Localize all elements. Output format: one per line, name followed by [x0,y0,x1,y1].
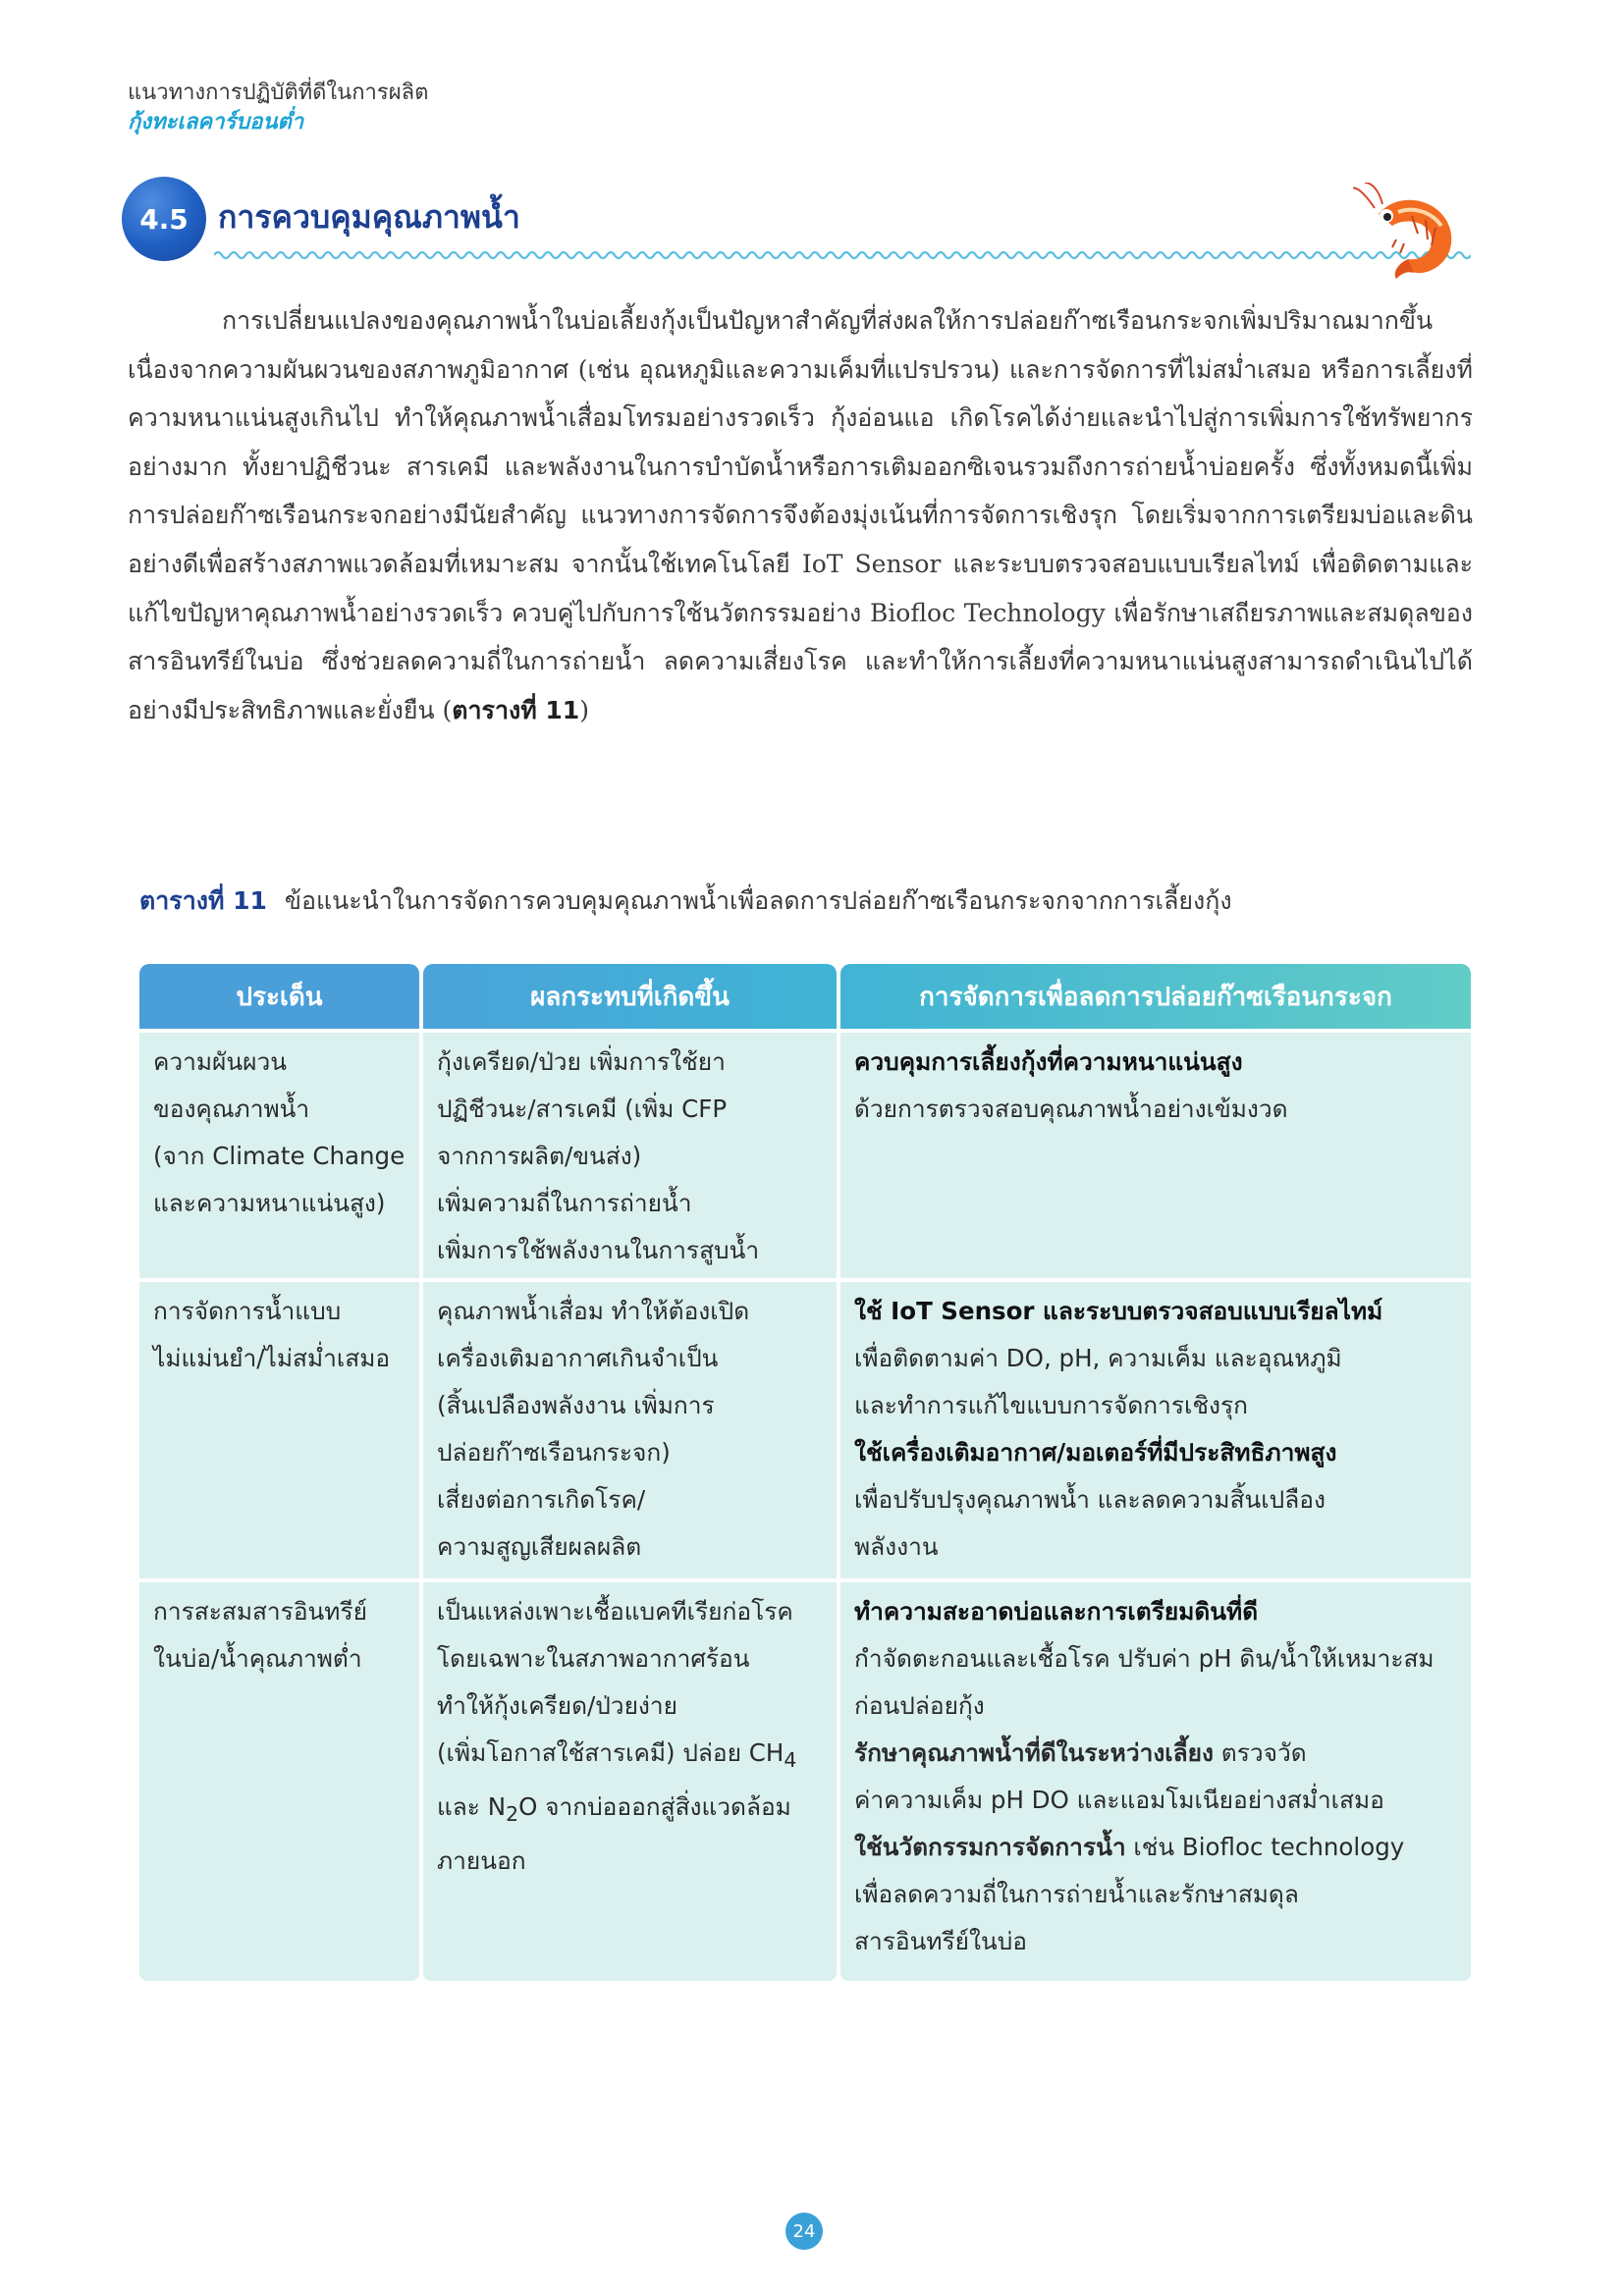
table-header-impact: ผลกระทบที่เกิดขึ้น [423,964,837,1029]
cell-line: ความสูญเสียผลผลิต [437,1532,642,1561]
cell-line [437,1730,823,1784]
section-title: การควบคุมคุณภาพน้ำ [218,198,520,236]
cell-line [854,1824,1457,1871]
section-number-badge: 4.5 [122,177,206,261]
cell-line [854,1730,1457,1777]
cell-line: สารอินทรีย์ในบ่อ [854,1927,1027,1955]
issue-cell [139,1582,419,1973]
cell-line-heading: ใช้เครื่องเติมอากาศ/มอเตอร์ที่มีประสิทธิภาพสูง [854,1438,1337,1467]
impact-cell [423,1282,837,1578]
management-cell [840,1282,1471,1578]
cell-line-heading: ควบคุมการเลี้ยงกุ้งที่ความหนาแน่นสูง [854,1047,1243,1076]
cell-line: จากการผลิต/ขนส่ง) [437,1142,642,1170]
cell-line: โดยเฉพาะในสภาพอากาศร้อน [437,1644,750,1673]
impact-cell [423,1033,837,1278]
cell-line [437,1784,823,1838]
table-row [139,1282,1471,1578]
cell-line: กุ้งเครียด/ป่วย เพิ่มการใช้ยา [437,1047,726,1076]
cell-line: ของคุณภาพน้ำ [153,1095,310,1123]
cell-line: คุณภาพน้ำเสื่อม ทำให้ต้องเปิด [437,1297,750,1325]
table-bottom-cap [840,1973,1471,1981]
cell-line-heading: ทำความสะอาดบ่อและการเตรียมดินที่ดี [854,1597,1259,1626]
cell-line: การจัดการน้ำแบบ [153,1297,342,1325]
management-cell [840,1582,1471,1973]
table-header-row [139,964,1471,1029]
cell-line: ปฏิชีวนะ/สารเคมี (เพิ่ม CFP [437,1095,728,1123]
guide-subtitle: กุ้งทะเลคาร์บอนต่ำ [128,110,304,134]
cell-line: และทำการแก้ไขแบบการจัดการเชิงรุก [854,1391,1248,1419]
n2o-prefix: และ N [437,1791,507,1821]
cell-line: ไม่แม่นยำ/ไม่สม่ำเสมอ [153,1344,391,1372]
n2o-subscript: 2 [506,1801,519,1826]
cell-line: (สิ้นเปลืองพลังงาน เพิ่มการ [437,1391,715,1419]
table-row [139,1033,1471,1278]
cell-line: เครื่องเติมอากาศเกินจำเป็น [437,1344,719,1372]
table-bottom-cap [423,1973,837,1981]
cell-line: เป็นแหล่งเพาะเชื้อแบคทีเรียก่อโรค [437,1597,793,1626]
cell-line: เพิ่มการใช้พลังงานในการสูบน้ำ [437,1236,760,1264]
table-row [139,1582,1471,1973]
table-reference: ตารางที่ 11 [452,695,580,724]
cell-line-heading: ใช้นวัตกรรมการจัดการน้ำ [854,1833,1126,1861]
ref-close: ) [579,695,589,724]
guide-title: แนวทางการปฏิบัติที่ดีในการผลิต [128,80,429,105]
cell-line: พลังงาน [854,1532,939,1561]
cell-line: (จาก Climate Change [153,1142,406,1170]
issue-cell [139,1282,419,1578]
cell-line: ก่อนปล่อยกุ้ง [854,1691,985,1720]
cell-line-rest: เช่น Biofloc technology [1125,1833,1405,1861]
cell-line: ด้วยการตรวจสอบคุณภาพน้ำอย่างเข้มงวด [854,1095,1288,1123]
cell-line-heading: ใช้ IoT Sensor และระบบตรวจสอบแบบเรียลไทม์ [854,1297,1383,1325]
table-header-issue: ประเด็น [139,964,419,1029]
cell-line-heading: รักษาคุณภาพน้ำที่ดีในระหว่างเลี้ยง [854,1738,1215,1767]
cell-line: เสี่ยงต่อการเกิดโรค/ [437,1485,646,1514]
table-caption-text: ข้อแนะนำในการจัดการควบคุมคุณภาพน้ำเพื่อลดการปล่อยก๊าซเรือนกระจกจากการเลี้ยงกุ้ง [284,886,1232,915]
cell-line: และความหนาแน่นสูง) [153,1189,386,1217]
table-caption-label: ตารางที่ 11 [139,886,267,915]
table-bottom [139,1973,1471,1981]
paragraph-text: การเปลี่ยนแปลงของคุณภาพน้ำในบ่อเลี้ยงกุ้งเป็นปัญหาสำคัญที่ส่งผลให้การปล่อยก๊าซเรือนกระจกเพิ่มปริมาณมากขึ้น เนื่องจากความผันผวนของสภาพภูมิอากาศ (เช่น อุณหภูมิและความเค็มที่แปรปรวน) และการจัดการที่ไม่สม่ำเสมอ หรือการเลี้ยงที่ความหนาแน่นสูงเกินไป ทำให้คุณภาพน้ำเสื่อมโทรมอย่างรวดเร็ว กุ้งอ่อนแอ เกิดโรคได้ง่ายและนำไปสู่การเพิ่มการใช้ทรัพยากรอย่างมาก ทั้งยาปฏิชีวนะ สารเคมี และพลังงานในการบำบัดน้ำหรือการเติมออกซิเจนรวมถึงการถ่ายน้ำบ่อยครั้ง ซึ่งทั้งหมดนี้เพิ่มการปล่อยก๊าซเรือนกระจกอย่างมีนัยสำคัญ แนวทางการจัดการจึงต้องมุ่งเน้นที่การจัดการเชิงรุก โดยเริ่มจากการเตรียมบ่อและดินอย่างดีเพื่อสร้างสภาพแวดล้อมที่เหมาะสม จากนั้นใช้เทคโนโลยี IoT Sensor และระบบตรวจสอบแบบเรียลไทม์ เพื่อติดตามและแก้ไขปัญหาคุณภาพน้ำอย่างรวดเร็ว ควบคู่ไปกับการใช้นวัตกรรมอย่าง Biofloc Technology เพื่อรักษาเสถียรภาพและสมดุลของสารอินทรีย์ในบ่อ ซึ่งช่วยลดความถี่ในการถ่ายน้ำ ลดความเสี่ยงโรค และทำให้การเลี้ยงที่ความหนาแน่นสูงสามารถดำเนินไปได้อย่างมีประสิทธิภาพและยั่งยืน [128,306,1473,724]
table-bottom-cap [139,1973,419,1981]
shrimp-icon [1353,183,1469,281]
impact-cell [423,1582,837,1973]
cell-line: ภายนอก [437,1845,526,1875]
cell-line: เพิ่มความถี่ในการถ่ายน้ำ [437,1189,692,1217]
cell-line: เพื่อติดตามค่า DO, pH, ความเค็ม และอุณหภูมิ [854,1344,1342,1372]
page-number: 24 [785,2213,823,2250]
ref-open: ( [434,695,453,724]
cell-line: กำจัดตะกอนและเชื้อโรค ปรับค่า pH ดิน/น้ำให้เหมาะสม [854,1644,1435,1673]
cell-line: ในบ่อ/น้ำคุณภาพต่ำ [153,1644,362,1673]
cell-line: การสะสมสารอินทรีย์ [153,1597,367,1626]
management-cell [840,1033,1471,1278]
cell-line: เพื่อปรับปรุงคุณภาพน้ำ และลดความสิ้นเปลือง [854,1485,1326,1514]
water-quality-table [139,964,1471,1981]
n2o-suffix: O จากบ่อออกสู่สิ่งแวดล้อม [518,1791,791,1821]
cell-line: ความผันผวน [153,1047,288,1076]
cell-line: เพื่อลดความถี่ในการถ่ายน้ำและรักษาสมดุล [854,1880,1299,1908]
cell-line: ปล่อยก๊าซเรือนกระจก) [437,1438,671,1467]
methane-text: (เพิ่มโอกาสใช้สารเคมี) ปล่อย CH [437,1738,785,1767]
table-caption [139,881,1232,921]
running-header [128,79,428,137]
cell-line: ทำให้กุ้งเครียด/ป่วยง่าย [437,1691,677,1720]
cell-line-rest: ตรวจวัด [1214,1738,1307,1767]
issue-cell [139,1033,419,1278]
methane-subscript: 4 [784,1747,797,1772]
wave-divider [214,247,1471,263]
table-header-management: การจัดการเพื่อลดการปล่อยก๊าซเรือนกระจก [840,964,1471,1029]
cell-line: ค่าความเค็ม pH DO และแอมโมเนียอย่างสม่ำเสมอ [854,1786,1384,1814]
intro-paragraph [128,296,1473,734]
